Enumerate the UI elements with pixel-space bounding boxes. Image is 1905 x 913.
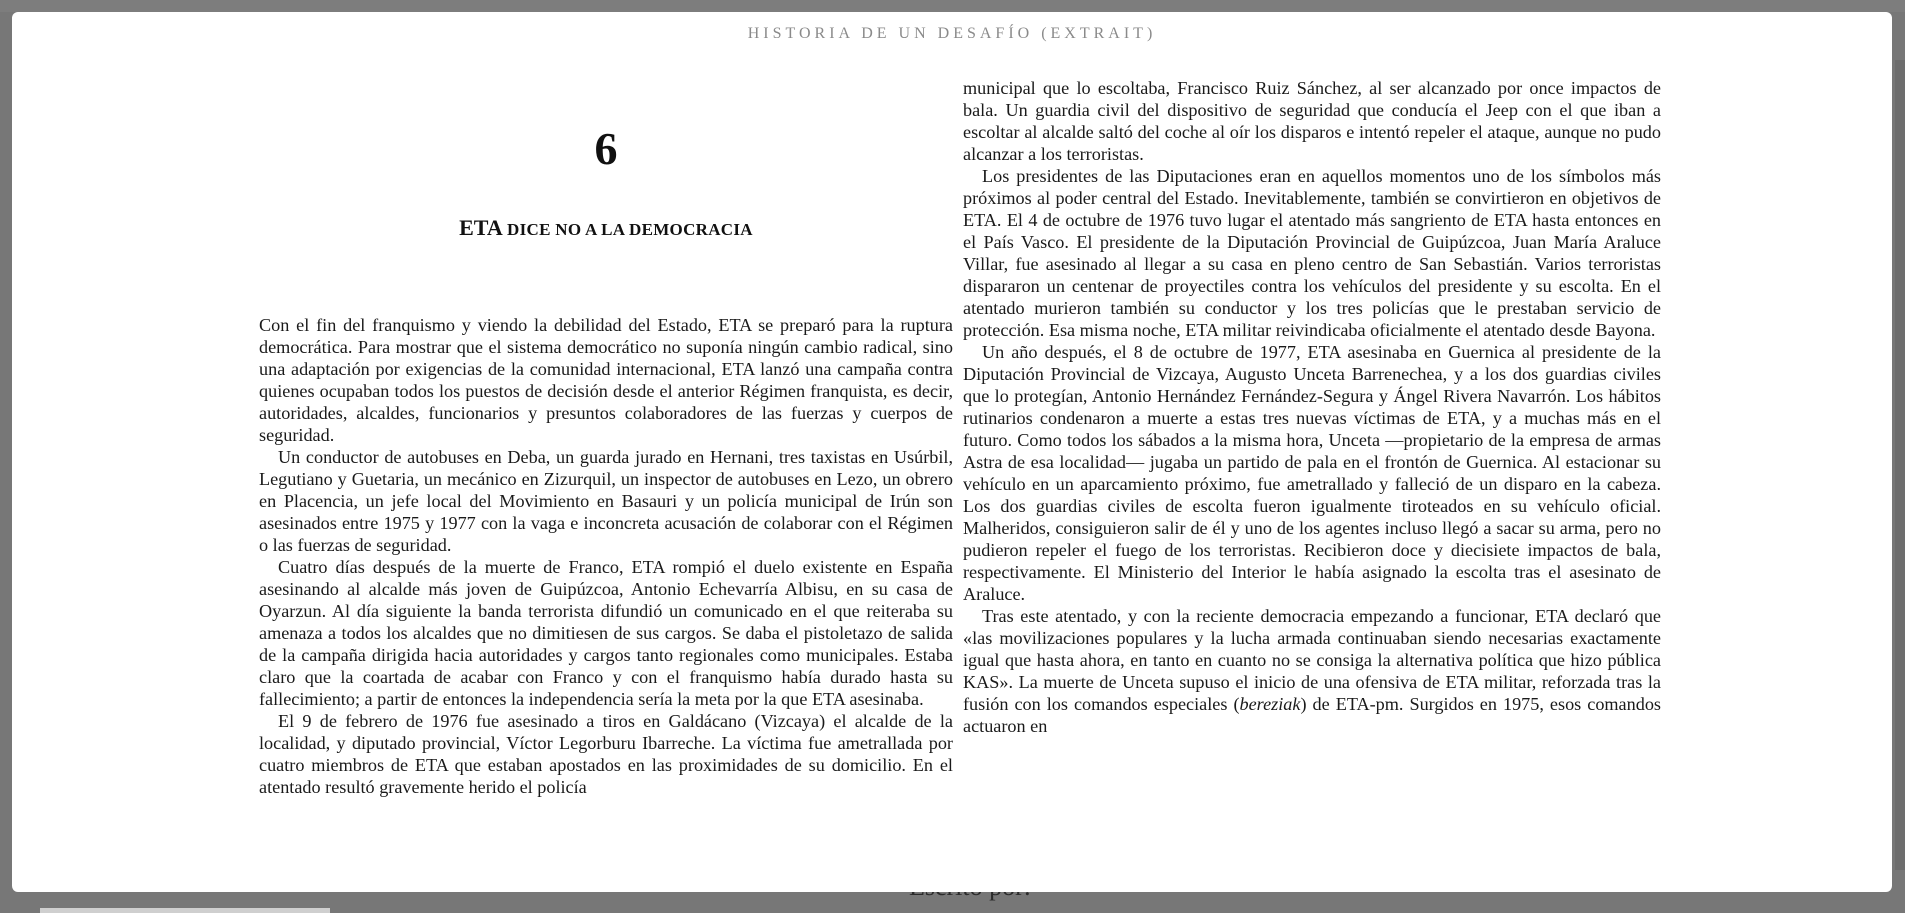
paragraph-tail: ) de ETA-pm. Surgidos en 1975, esos comandos actuaron en [963,694,1661,736]
modal-title: HISTORIA DE UN DESAFÍO (EXTRAIT) [747,25,1157,42]
chapter-number: 6 [594,123,618,174]
paragraph: municipal que lo escoltaba, Francisco Ruiz Sánchez, al ser alcanzado por once impactos de bala. Un guardia civil del dispositivo de seguridad que conducía el Jeep con el que iban a escoltar al alcalde saltó del coche al oír los disparos e intentó repeler el ataque, aunque no pudo alcanzar a los terroristas. [963,78,1661,164]
chapter-title-rest: DICE NO A LA DEMOCRACIA [507,220,753,239]
chapter-title-lead: ETA [459,215,502,240]
paragraph-text: Tras este atentado, y con la reciente democracia empezando a funcionar, ETA declaró que «las movilizaciones populares y la lucha armada continuaban siendo necesarias exactamente igual que hasta ahora, en tanto en cuanto no se consiga la alternativa política que hizo pública KAS». La muerte de Unceta supuso el inicio de una ofensiva de ETA militar, reforzada tras la fusión con los comandos especiales ( [963,606,1661,714]
background-divider [40,908,330,913]
paragraph: Los presidentes de las Diputaciones eran en aquellos momentos uno de los símbolos más próximos al poder central del Estado. Inevitablemente, también se convirtieron en objetivos de ETA. El 4 de octubre de 1976 tuvo lugar el atentado más sangriento de ETA hasta entonces en el País Vasco. El presidente de la Diputación Provincial de Guipúzcoa, Juan María Araluce Villar, fue asesinado al llegar a su casa en pleno centro de San Sebastián. Varios terroristas dispararon un centenar de proyectiles contra los vehículos del presidente y su escolta. En el atentado murieron también su conductor y los tres policías que le prestaban servicio de protección. Esa misma noche, ETA militar reivindicaba oficialmente el atentado desde Bayona. [963,166,1661,340]
text-column-left [259,314,953,798]
chapter-title [259,215,953,241]
background-page-header [0,0,1905,12]
text-column-right [963,77,1661,737]
reader-modal[interactable] [12,12,1892,892]
paragraph: Cuatro días después de la muerte de Franco, ETA rompió el duelo existente en España asesinando al alcalde más joven de Guipúzcoa, Antonio Echevarría Albisu, en su casa de Oyarzun. Al día siguiente la banda terrorista difundió un comunicado en el que reiteraba su amenaza a todos los alcaldes que no dimitiesen de sus cargos. Se daba el pistoletazo de salida de la campaña dirigida hacia autoridades y cargos tanto regionales como municipales. Estaba claro que la coartada de acabar con Franco y con el franquismo había durado hasta su fallecimiento; a partir de entonces la independencia sería la meta por la que ETA asesinaba. [259,557,953,709]
paragraph: El 9 de febrero de 1976 fue asesinado a tiros en Galdácano (Vizcaya) el alcalde de la localidad, y diputado provincial, Víctor Legorburu Ibarreche. La víctima fue ametrallada por cuatro miembros de ETA que estaban apostados en las proximidades de su domicilio. En el atentado resultó gravemente herido el policía [259,711,953,797]
paragraph-last [963,605,1661,737]
paragraph: Con el fin del franquismo y viendo la debilidad del Estado, ETA se preparó para la ruptura democrática. Para mostrar que el sistema democrático no suponía ningún cambio radical, sino una adaptación por exigencias de la comunidad internacional, ETA lanzó una campaña contra quienes ocupaban todos los puestos de decisión desde el anterior Régimen franquista, es decir, autoridades, alcaldes, funcionarios y presuntos colaboradores de las fuerzas y cuerpos de seguridad. [259,315,953,445]
italic-term: bereziak [1239,694,1301,714]
paragraph: Un año después, el 8 de octubre de 1977, ETA asesinaba en Guernica al presidente de la Diputación Provincial de Vizcaya, Augusto Unceta Barrenechea, y a los dos guardias civiles que lo protegían, Antonio Hernández Fernández-Segura y Ángel Rivera Navarrón. Los hábitos rutinarios condenaron a muerte a estas tres nuevas víctimas de ETA, y a muchas más en el futuro. Como todos los sábados a la misma hora, Unceta —propietario de la empresa de armas Astra de esa localidad— jugaba un partido de pala en el frontón de Guernica. Al estacionar su vehículo en un aparcamiento próximo, fue ametrallado y falleció de un disparo en la cabeza. Los dos guardias civiles de escolta fueron igualmente tiroteados en su vehículo oficial. Malheridos, consiguieron salir de él y uno de los agentes incluso llegó a sacar su arma, pero no pudieron repeler el fuego de los terroristas. Recibieron doce y diecisiete impactos de bala, respectivamente. El Ministerio del Interior le había asignado la escolta tras el asesinato de Araluce. [963,342,1661,604]
background-scrollbar [1895,60,1905,870]
paragraph: Un conductor de autobuses en Deba, un guarda jurado en Hernani, tres taxistas en Usúrbil, Legutiano y Guetaria, un mecánico en Zizurquil, un inspector de autobuses en Lezo, un obrero en Placencia, un jefe local del Movimiento en Basauri y un policía municipal de Irún son asesinados entre 1975 y 1977 con la vaga e inconcreta acusación de colaborar con el Régimen o las fuerzas de seguridad. [259,447,953,555]
